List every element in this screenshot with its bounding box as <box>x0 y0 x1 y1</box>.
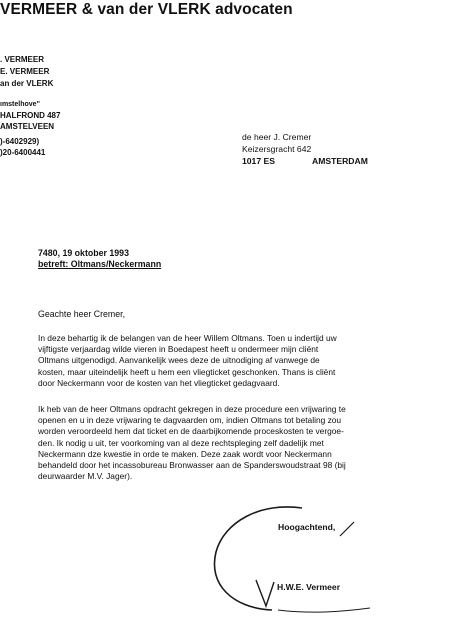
text-line: vijftigste verjaardag wilde vieren in Boedapest heeft u ondermeer mijn cliënt <box>38 344 319 355</box>
text-line: deurwaarder M.V. Jager). <box>38 471 133 482</box>
partner-name: E. VERMEER <box>0 67 50 76</box>
text-line: In deze behartig ik de belangen van de heer Willem Oltmans. Toen u indertijd uw <box>38 333 337 343</box>
salutation: Geachte heer Cremer, <box>38 309 126 319</box>
text-line: Oltmans uitgenodigd. Aanvankelijk wees deze de uitnodiging af vanwege de <box>38 355 320 366</box>
reference-block <box>38 248 161 270</box>
partner-name: . VERMEER <box>0 55 45 64</box>
firm-name: VERMEER & van der VLERK advocaten <box>0 1 293 18</box>
paragraph-1 <box>38 333 443 389</box>
paragraph-2 <box>38 404 443 482</box>
fax-number: )20-6400441 <box>0 148 46 157</box>
text-line: den. Ik nodig u uit, ter voorkoming van al deze rechtspleging zelf dadelijk met <box>38 437 324 448</box>
recipient-street: Keizersgracht 642 <box>242 144 312 154</box>
office-name: ımstelhove" <box>0 101 40 108</box>
recipient-postcode: 1017 ES <box>242 156 275 166</box>
recipient-city: AMSTERDAM <box>312 156 368 166</box>
text-line: Ik heb van de heer Oltmans opdracht gekregen in deze procedure een vrijwaring te <box>38 404 346 414</box>
text-line: Neckermann dze kwestie in orde te maken. Deze zaak wordt voor Neckermann <box>38 448 332 459</box>
subject-line: betreft: Oltmans/Neckermann <box>38 259 162 269</box>
text-line: door Neckermann voor de kosten van het vliegticket gedagvaard. <box>38 377 280 388</box>
text-line: openen en u in deze vrijwaring te dagvaarden om, indien Oltmans tot betaling zou <box>38 415 342 426</box>
phone-number: )-6402929) <box>0 137 40 146</box>
office-street: HALFROND 487 <box>0 111 61 120</box>
text-line: kosten, maar uiteindelijk heeft u hem een vliegticket geschonken. Thans is cliënt <box>38 366 336 377</box>
text-line: worden veroordeeld hem dat ticket en de daarbijkomende proceskosten te vergoe- <box>38 426 344 437</box>
text-line: behandeld door het incassobureau Bronwasser aan de Spanderswoudstraat 98 (bij <box>38 460 346 471</box>
recipient-name: de heer J. Cremer <box>242 132 312 142</box>
partner-name: an der VLERK <box>0 79 54 88</box>
closing: Hoogachtend, <box>278 522 336 532</box>
reference-date: 7480, 19 oktober 1993 <box>38 248 129 258</box>
handwritten-signature <box>190 500 380 620</box>
signatory-name: H.W.E. Vermeer <box>277 582 341 592</box>
office-city: AMSTELVEEN <box>0 122 55 131</box>
